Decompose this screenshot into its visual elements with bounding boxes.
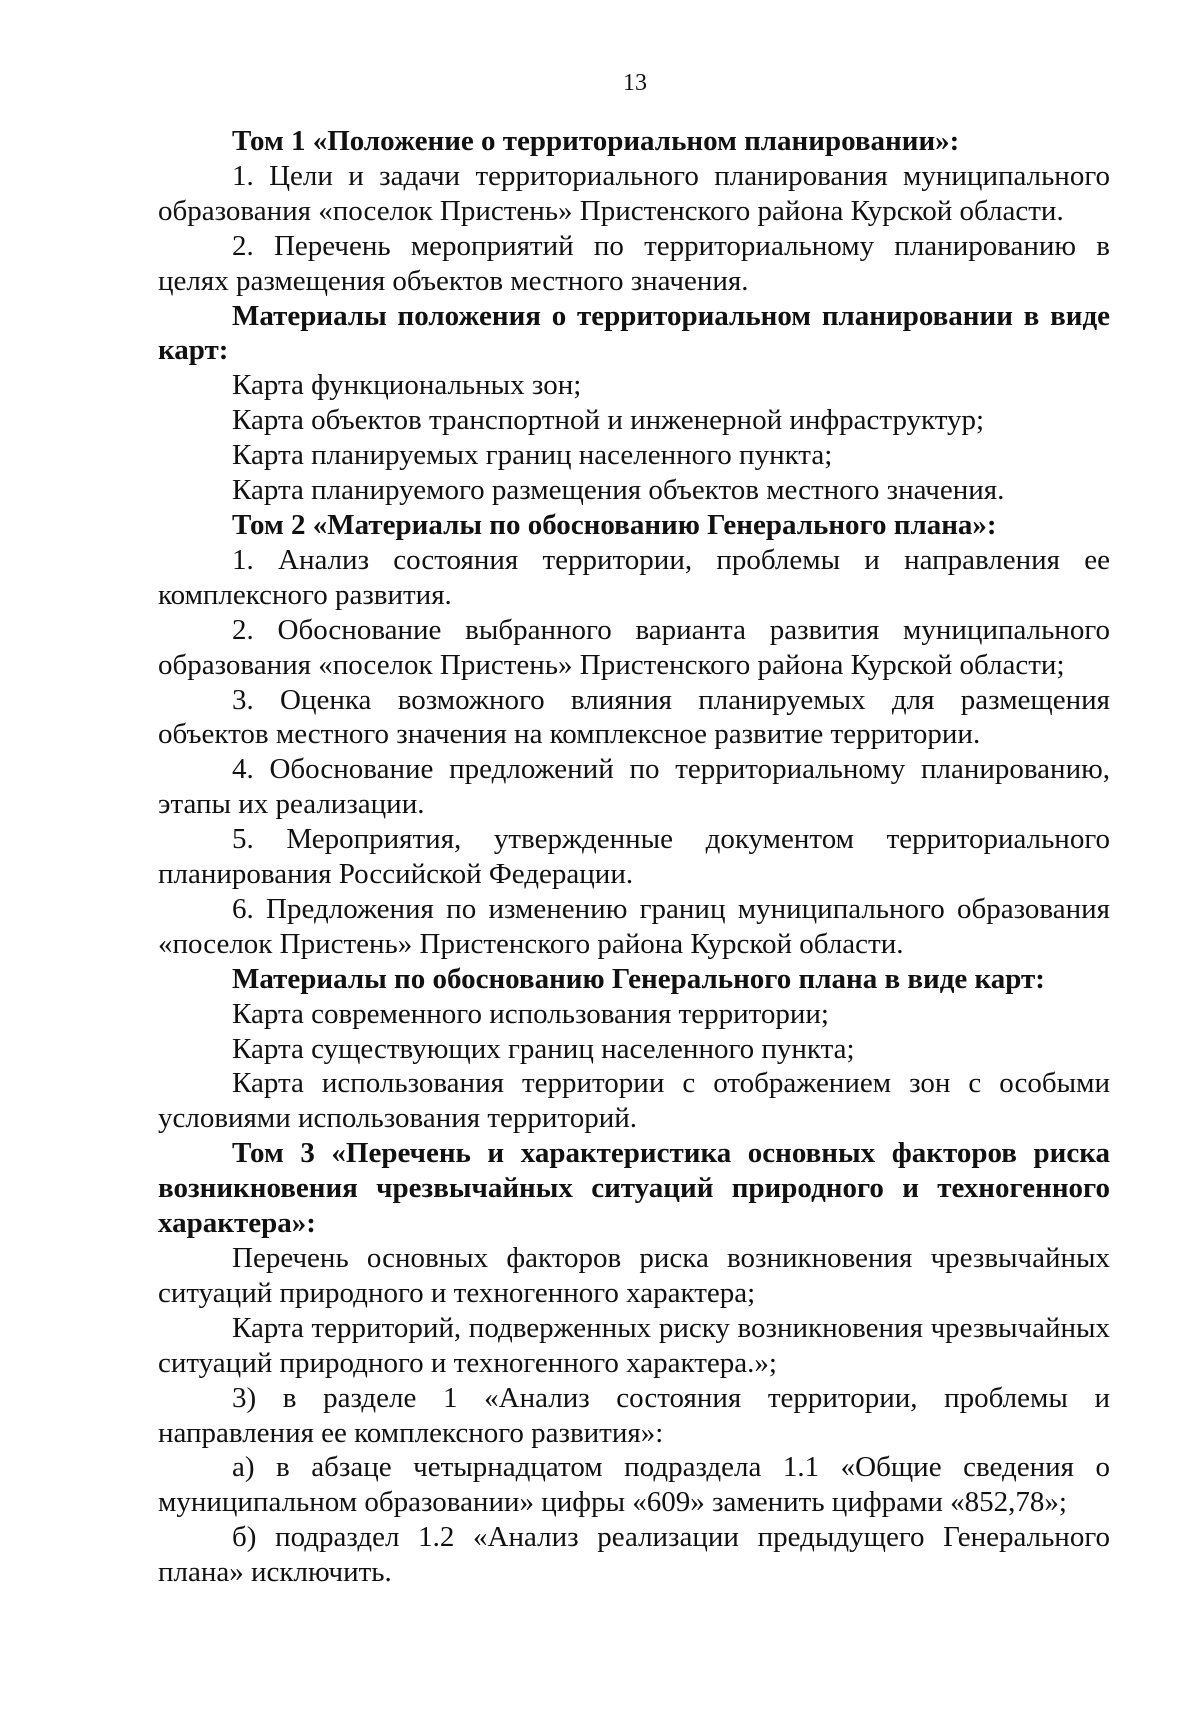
list-item: Карта современного использования территории; [232, 997, 829, 1030]
paragraph: 1. Цели и задачи территориального планирования муниципального образования «поселок Пристень» Пристенского района Курской области. [158, 159, 1110, 227]
list-item: Карта планируемого размещения объектов местного значения. [232, 474, 1005, 507]
document-body [158, 124, 1110, 1590]
heading-volume-2-maps: Материалы по обоснованию Генерального плана в виде карт: [232, 962, 1045, 995]
paragraph: 3. Оценка возможного влияния планируемых для размещения объектов местного значения на комплексное развитие территории. [158, 683, 1110, 751]
heading-volume-1: Том 1 «Положение о территориальном планировании»: [232, 125, 960, 157]
heading-volume-3: Том 3 «Перечень и характеристика основных факторов риска возникновения чрезвычайных ситуаций природного и техногенного характера»: [158, 1137, 1110, 1240]
list-item: Карта объектов транспортной и инженерной инфраструктур; [232, 404, 985, 437]
list-item: Карта функциональных зон; [232, 369, 582, 402]
paragraph: Карта территорий, подверженных риску возникновения чрезвычайных ситуаций природного и техногенного характера.»; [158, 1311, 1110, 1379]
paragraph: Карта использования территории с отображением зон с особыми условиями использования территорий. [158, 1067, 1110, 1135]
paragraph: 2. Перечень мероприятий по территориальному планированию в целях размещения объектов местного значения. [158, 229, 1110, 297]
paragraph: б) подраздел 1.2 «Анализ реализации предыдущего Генерального плана» исключить. [158, 1521, 1110, 1589]
paragraph: 1. Анализ состояния территории, проблемы и направления ее комплексного развития. [158, 543, 1110, 611]
list-item: Карта существующих границ населенного пункта; [232, 1032, 855, 1065]
paragraph: 4. Обоснование предложений по территориальному планированию, этапы их реализации. [158, 753, 1110, 821]
paragraph: 6. Предложения по изменению границ муниципального образования «поселок Пристень» Пристенского района Курской области. [158, 892, 1110, 960]
page-number: 13 [623, 70, 647, 96]
paragraph: Перечень основных факторов риска возникновения чрезвычайных ситуаций природного и техногенного характера; [158, 1242, 1110, 1309]
paragraph: 2. Обоснование выбранного варианта развития муниципального образования «поселок Пристень» Пристенского района Курской области; [158, 613, 1110, 681]
paragraph: а) в абзаце четырнадцатом подраздела 1.1 «Общие сведения о муниципальном образовании» цифры «609» заменить цифрами «852,78»; [158, 1451, 1110, 1519]
paragraph: 5. Мероприятия, утвержденные документом территориального планирования Российской Федерации. [158, 823, 1110, 891]
heading-volume-2: Том 2 «Материалы по обоснованию Генерального плана»: [232, 508, 997, 541]
heading-volume-1-maps: Материалы положения о территориальном планировании в виде карт: [158, 299, 1110, 367]
paragraph: 3) в разделе 1 «Анализ состояния территории, проблемы и направления ее комплексного развития»: [158, 1381, 1110, 1449]
list-item: Карта планируемых границ населенного пункта; [232, 439, 833, 472]
